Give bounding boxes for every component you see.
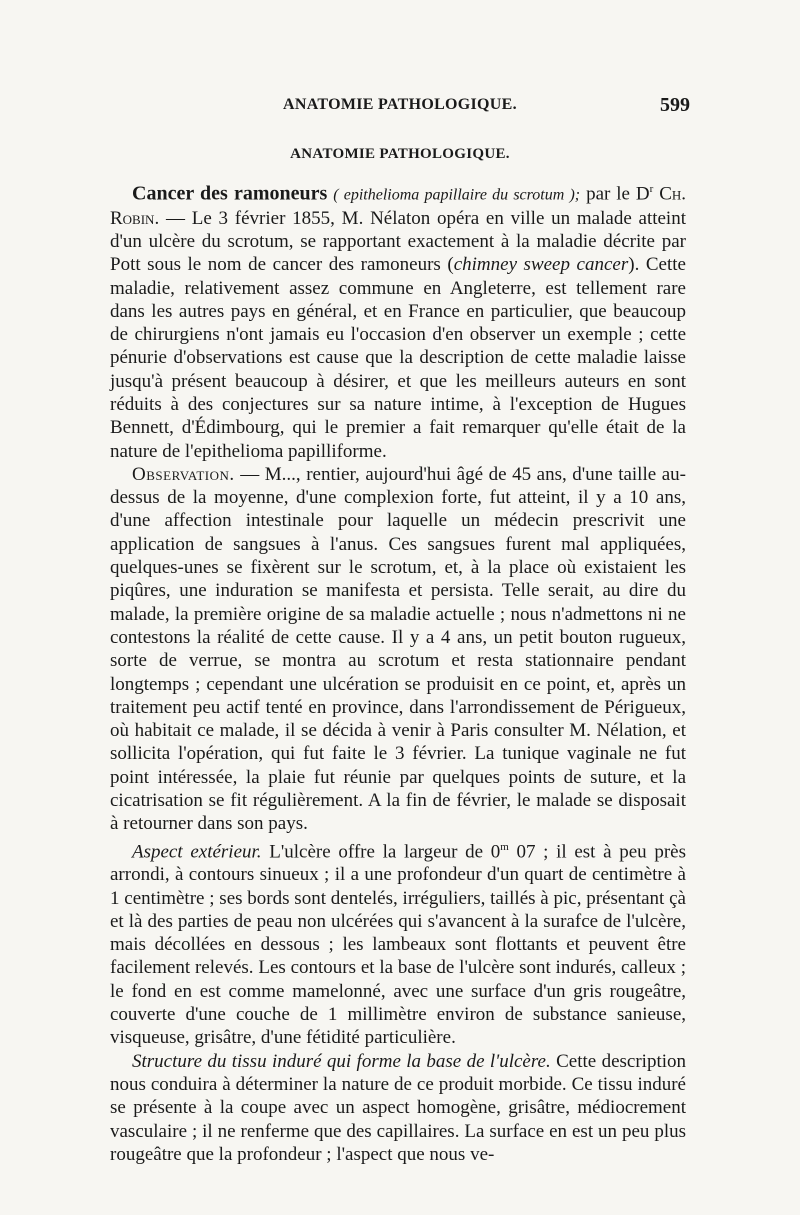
running-head: [110, 96, 690, 120]
intro-paragraph: [110, 178, 686, 463]
article-title: Cancer des ramoneurs: [132, 182, 328, 205]
byline-sup: r: [649, 183, 654, 195]
observation-label: Observation.: [132, 463, 235, 485]
aspect-label: Aspect extérieur.: [132, 840, 262, 862]
intro-text-b: ). Cette maladie, relativement assez commune en Angleterre, est tellement rare dans les autres pays en général, et en France en particulier, que beaucoup de chirurgiens n'ont jamais eu l'occasion d'en observer un exemple ; cette pénurie d'observations est cause que la description de cette maladie laisse jusqu'à présent beaucoup à désirer, et que les meilleurs auteurs en sont réduits à des conjectures sur sa nature intime, à l'exception de Hugues Bennett, d'Édimbourg, qui le premier a fait remarquer qu'elle était de la nature de l'epithelioma papilliforme.: [110, 254, 686, 462]
intro-english-term: chimney sweep cancer: [453, 254, 629, 276]
byline-prefix: par le D: [586, 183, 650, 205]
structure-text: Cette description nous conduira à déterminer la nature de ce produit morbide. Ce tissu induré se présente à la coupe avec un aspect homogène, grisâtre, médiocrement vasculaire ; il ne renferme que des capillaires. La surface en est un peu plus rougeâtre que la profondeur ; l'aspect que nous ve-: [110, 1050, 686, 1165]
aspect-paragraph: [110, 836, 686, 1050]
section-title: ANATOMIE PATHOLOGIQUE.: [290, 146, 510, 162]
page-number: 599: [660, 94, 690, 116]
article-body: [110, 178, 686, 1166]
article-subtitle: ( epithelioma papillaire du scrotum );: [333, 186, 581, 204]
observation-text: — M..., rentier, aujourd'hui âgé de 45 ans, d'une taille au-dessus de la moyenne, d'une complexion forte, fut atteint, il y a 10 ans, d'une affection intestinale pour laquelle un médecin prescrivit une application de sangsues à l'anus. Ces sangsues furent mal appliquées, quelques-unes se fixèrent sur le scrotum, et, à la place où existaient les piqûres, une induration se manifesta et persista. Telle serait, au dire du malade, la première origine de sa maladie actuelle ; nous n'admettons ni ne contestons la réalité de cette cause. Il y a 4 ans, un petit bouton rugueux, sorte de verrue, se montra au scrotum et resta stationnaire pendant longtemps ; cependant une ulcération se produisit en ce point, et, après un traitement peu actif tenté en province, dans l'arrondissement de Périgueux, où habitait ce malade, il se décida à venir à Paris consulter M. Nélation, et sollicita l'opération, qui fut faite le 3 février. La tunique vaginale ne fut point intéressée, la plaie fut réunie par quelques points de suture, et la cicatrisation se fit régulièrement. A la fin de février, le malade se disposait à retourner dans son pays.: [110, 463, 686, 835]
running-head-title: ANATOMIE PATHOLOGIQUE.: [283, 96, 517, 113]
byline-author: Ch. Robin.: [110, 183, 687, 229]
aspect-sup: m: [500, 840, 509, 853]
observation-paragraph: [110, 463, 686, 836]
structure-label: Structure du tissu induré qui forme la base de l'ulcère.: [132, 1050, 551, 1072]
structure-paragraph: [110, 1050, 686, 1166]
aspect-text-a: L'ulcère offre la largeur de 0: [261, 840, 501, 862]
intro-text-a: — Le 3 février 1855, M. Nélaton opéra en ville un malade atteint d'un ulcère du scrotum, se rapportant exactement à la maladie décrite par Pott sous le nom de cancer des ramoneurs (: [110, 207, 686, 276]
aspect-text-b: 07 ; il est à peu près arrondi, à contours sinueux ; il a une profondeur d'un quart de centimètre à 1 centimètre ; ses bords sont dentelés, irréguliers, taillés à pic, présentant çà et là des parties de peau non ulcérées qui s'avancent à la surafce de l'ulcère, mais décollées en dessous ; les lambeaux sont flottants et peuvent être facilement relevés. Les contours et la base de l'ulcère sont indurés, calleux ; le fond en est comme mamelonné, avec une surface d'un gris rougeâtre, couverte d'une couche de 1 millimètre environ de substance sanieuse, visqueuse, grisâtre, d'une fétidité particulière.: [110, 840, 686, 1049]
